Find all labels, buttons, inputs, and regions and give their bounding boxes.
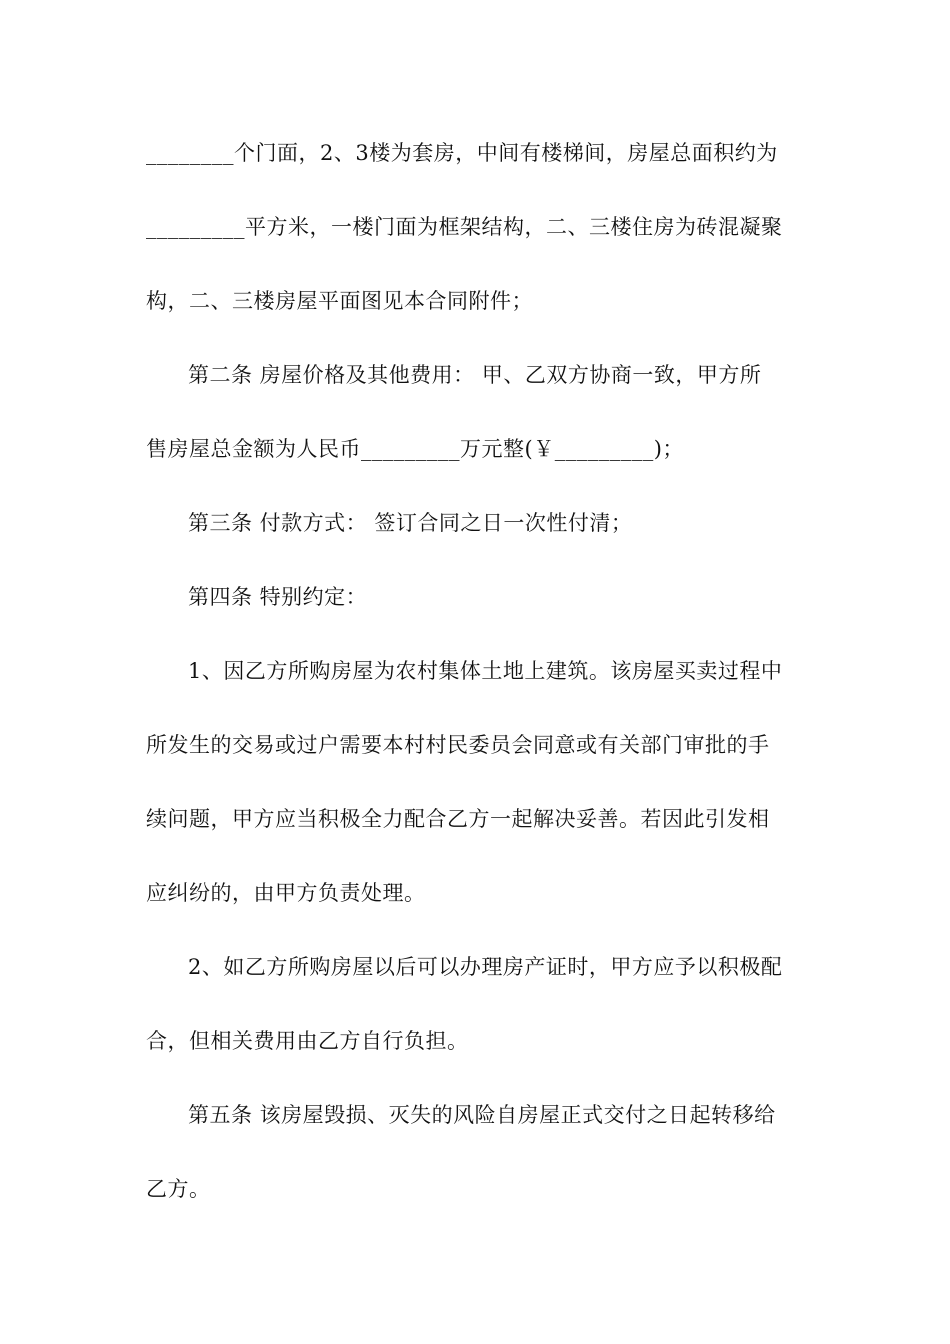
text-line: ________个门面，2、3楼为套房，中间有楼梯间，房屋总面积约为 xyxy=(146,141,778,165)
article-5-line: 第五条 该房屋毁损、灭失的风险自房屋正式交付之日起转移给 xyxy=(188,1103,776,1127)
text-line: 合，但相关费用由乙方自行负担。 xyxy=(146,1029,469,1053)
clause-1-line: 1、因乙方所购房屋为农村集体土地上建筑。该房屋买卖过程中 xyxy=(188,659,783,683)
article-4-heading: 第四条 特别约定： xyxy=(188,585,368,609)
text-line: 应纠纷的，由甲方负责处理。 xyxy=(146,881,426,905)
clause-2-line: 2、如乙方所购房屋以后可以办理房产证时，甲方应予以积极配 xyxy=(188,955,783,979)
text-line: 乙方。 xyxy=(146,1177,211,1201)
text-line: 续问题，甲方应当积极全力配合乙方一起解决妥善。若因此引发相 xyxy=(146,807,770,831)
text-line: 售房屋总金额为人民币_________万元整(￥_________)； xyxy=(146,437,684,461)
text-line: 构，二、三楼房屋平面图见本合同附件； xyxy=(146,289,533,313)
article-3-line: 第三条 付款方式： 签订合同之日一次性付清； xyxy=(188,511,633,535)
text-line: 所发生的交易或过户需要本村村民委员会同意或有关部门审批的手 xyxy=(146,733,770,757)
article-2-heading-line: 第二条 房屋价格及其他费用： 甲、乙双方协商一致，甲方所 xyxy=(188,363,762,387)
text-line: _________平方米，一楼门面为框架结构，二、三楼住房为砖混凝聚 xyxy=(146,215,783,239)
